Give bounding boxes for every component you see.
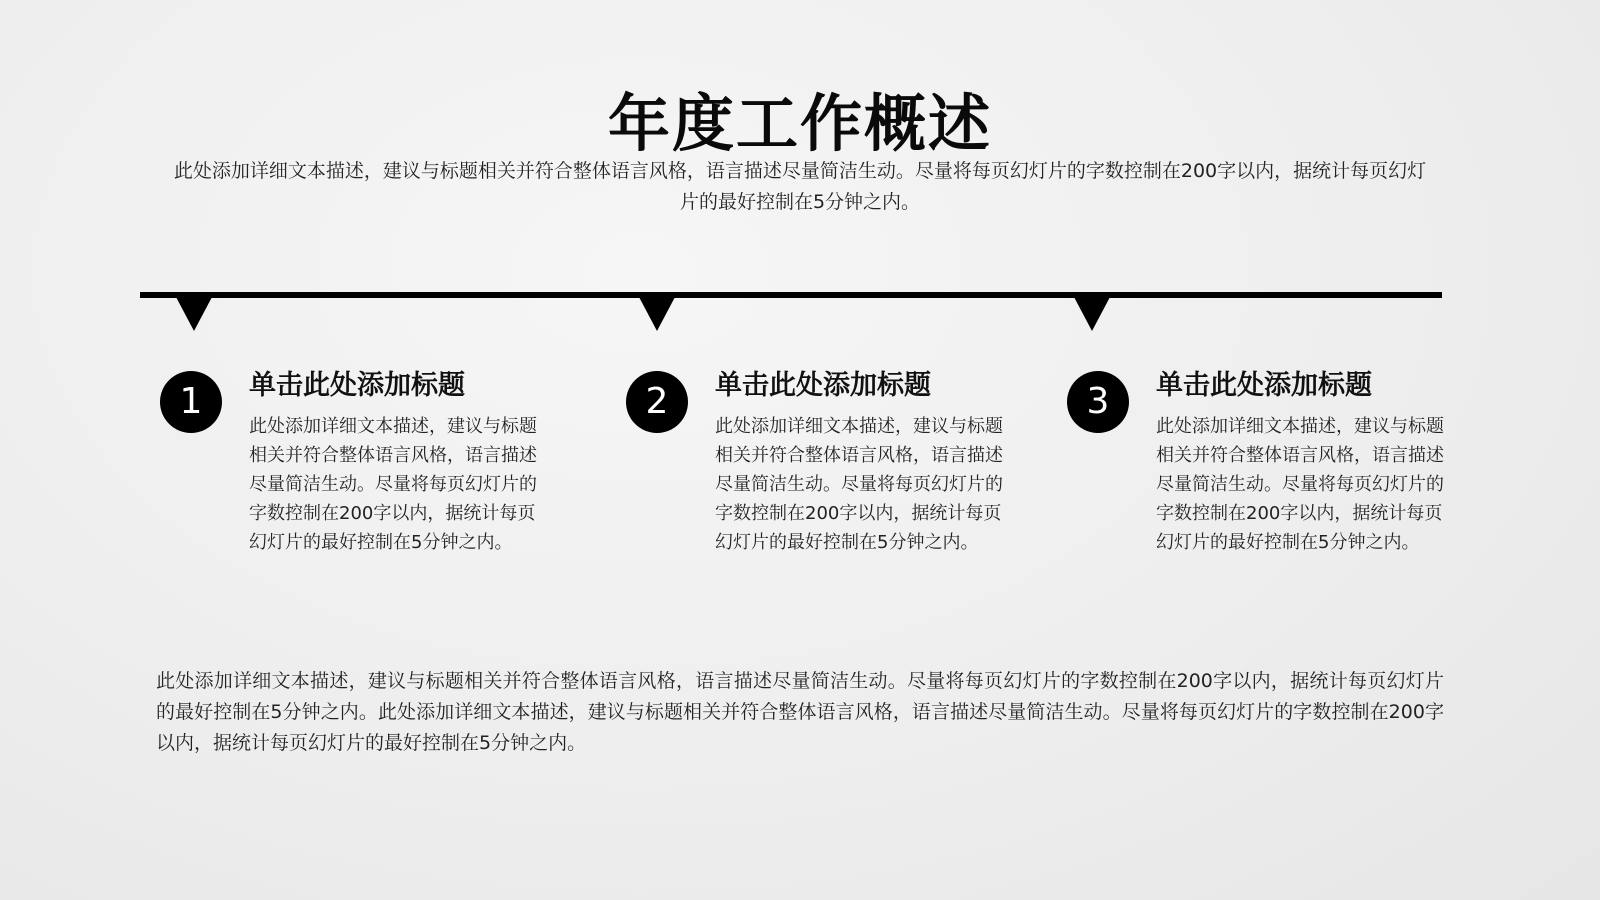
step-title[interactable]: 单击此处添加标题 [715,370,931,401]
timeline-line [140,292,1442,298]
timeline-pointer-1 [176,297,212,331]
step-number-badge: 2 [626,371,688,433]
timeline-pointer-2 [639,297,675,331]
slide-subtitle: 此处添加详细文本描述，建议与标题相关并符合整体语言风格，语言描述尽量简洁生动。尽量将每页幻灯片的字数控制在200字以内，据统计每页幻灯片的最好控制在5分钟之内。 [173,160,1427,213]
step-description: 此处添加详细文本描述，建议与标题相关并符合整体语言风格，语言描述尽量简洁生动。尽量将每页幻灯片的字数控制在200字以内，据统计每页幻灯片的最好控制在5分钟之内。 [1156,416,1444,553]
footer-description: 此处添加详细文本描述，建议与标题相关并符合整体语言风格，语言描述尽量简洁生动。尽量将每页幻灯片的字数控制在200字以内，据统计每页幻灯片的最好控制在5分钟之内。此处添加详细文本描述，建议与标题相关并符合整体语言风格，语言描述尽量简洁生动。尽量将每页幻灯片的字数控制在200字以内，据统计每页幻灯片的最好控制在5分钟之内。 [156,670,1444,754]
step-2 [626,368,1006,598]
step-number-badge: 3 [1067,371,1129,433]
step-title[interactable]: 单击此处添加标题 [1156,370,1372,401]
step-title[interactable]: 单击此处添加标题 [249,370,465,401]
step-description: 此处添加详细文本描述，建议与标题相关并符合整体语言风格，语言描述尽量简洁生动。尽量将每页幻灯片的字数控制在200字以内，据统计每页幻灯片的最好控制在5分钟之内。 [715,416,1003,553]
step-description: 此处添加详细文本描述，建议与标题相关并符合整体语言风格，语言描述尽量简洁生动。尽量将每页幻灯片的字数控制在200字以内，据统计每页幻灯片的最好控制在5分钟之内。 [249,416,537,553]
timeline-pointer-3 [1074,297,1110,331]
slide-title: 年度工作概述 [607,87,992,160]
step-number-badge: 1 [160,371,222,433]
step-1 [160,368,540,598]
step-3 [1067,368,1447,598]
